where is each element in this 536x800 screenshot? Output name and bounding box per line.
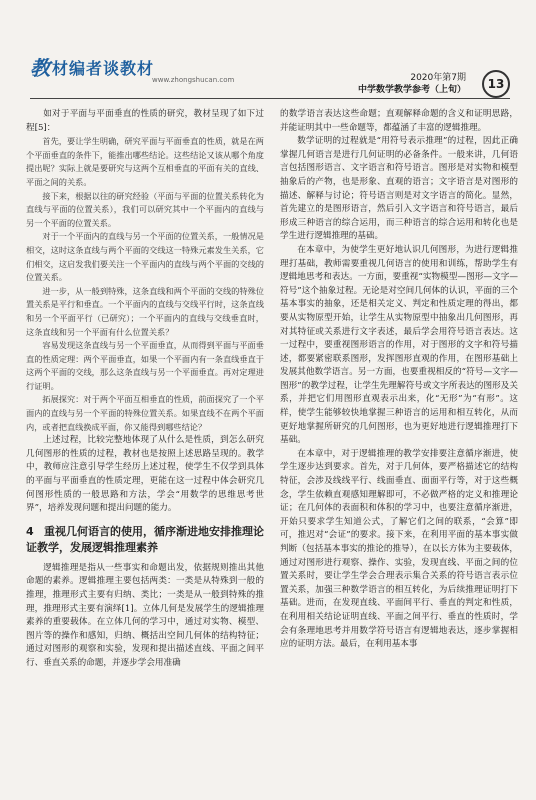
column-title: 材编者谈教材 — [52, 59, 155, 78]
right-column — [280, 108, 518, 652]
column-logo: 教 — [30, 56, 50, 80]
paragraph: 如对于平面与平面垂直的性质的研究，教材呈现了如下过程[5]： — [26, 109, 264, 133]
process-note: 接下来，根据以往的研究经验（平面与平面的位置关系转化为直线与平面的位置关系），我们可以研究其中一个平面内的直线与另一个平面的位置关系。 — [26, 190, 264, 228]
website-url: www.zhongshucan.com — [152, 76, 235, 84]
paragraph: 在本章中，为使学生更好地认识几何图形，为进行逻辑推理打基础，教师需要重视几何语言的使用和训练，帮助学生有逻辑地思考和表达。一方面，要重视“实物模型—图形—文字—符号”这个抽象过程。无论是对空间几何体的认识，平面的三个基本事实的抽象，还是相关定义、判定和性质定理的得出，都要从实物原型开始，让学生从实物原型中抽象出几何图形，再对其特征或关系进行文字表述，最后学会用符号语言表达。这一过程中，要重视图形语言的作用，对于图形的文字和符号描述，都要紧密联系图形，发挥图形直观的作用，在图形基础上发展其他数学语言。另一方面，也要重视相反的“符号—文字—图形”的教学过程，让学生先理解符号或文字所表达的图形及关系，并把它们用图形直观表示出来，化“无形”为“有形”。这样，使学生能够较快地掌握三种语言的运用和相互转化，从而更好地掌握所研究的几何图形，也为更好地进行逻辑推理打下基础。 — [280, 244, 518, 446]
process-note: 容易发现这条直线与另一个平面垂直，从而得到平面与平面垂直的性质定理：两个平面垂直，如果一个平面内有一条直线垂直于这两个平面的交线，那么这条直线与另一个平面垂直。再对定理进行证明。 — [26, 340, 264, 391]
journal-name: 中学数学教学参考（上旬） — [357, 85, 466, 95]
process-note: 拓展探究：对于两个平面互相垂直的性质，前面探究了一个平面内的直线与另一个平面的特殊位置关系。如果直线不在两个平面内，或者把直线换成平面，你又能得到哪些结论？ — [26, 394, 264, 432]
header-rule — [30, 98, 510, 99]
paragraph: 在本章中，对于逻辑推理的教学安排要注意循序渐进，使学生逐步达到要求。首先，对于几何体，要严格描述它的结构特征，会涉及线线平行、线面垂直、面面平行等，对于这些概念，学生依赖直观感知理解即可，不必做严格的定义和推理论证；在几何体的表面积和体积的学习中，也要注意循序渐进，开始只要求学生知道公式，了解它们之间的联系，“会算”即可，推迟对“会证”的要求。接下来，在利用平面的基本事实做判断（包括基本事实的推论的推导），在以长方体为主要载体，通过对图形进行观察、操作、实验，发现直线、平面之间的位置关系时，要让学生学会合理表示集合关系的符号语言表示位置关系，加强三种数学语言的相互转化，为后续推理证明打下基础。进而，在发现直线、平面间平行、垂直的判定和性质，在利用相关结论证明直线、平面之间平行、垂直的性质时，学会有条理地思考并用数学符号语言有逻辑地表达，逐步掌握相应的证明方法。最后，在利用基本事 — [280, 448, 518, 650]
section-number: 4 — [26, 524, 34, 538]
process-note: 首先，要让学生明确，研究平面与平面垂直的性质，就是在两个平面垂直的条件下，能推出哪些结论。这些结论又该从哪个角度提出呢？实际上就是要研究与这两个互相垂直的平面有关的直线、平面之间的关系。 — [26, 136, 264, 187]
paragraph: 逻辑推理是指从一些事实和命题出发，依据规则推出其他命题的素养。逻辑推理主要包括两类：一类是从特殊到一般的推理，推理形式主要有归纳、类比；一类是从一般到特殊的推理，推理形式主要有演绎[1]。立体几何是发展学生的逻辑推理素养的重要载体。在立体几何的学习中，通过对实物、模型、图片等的操作和感知，归纳、概括出空间几何体的结构特征；通过对图形的观察和实验，发现和提出描述直线、平面之间平行、垂直关系的命题，并逐步学会用准确 — [26, 562, 264, 668]
paragraph: 上述过程，比较完整地体现了从什么是性质，到怎么研究几何图形的性质的过程，教材也是按照上述思路呈现的。教学中，教师应注意引导学生经历上述过程，使学生不仅学到具体的平面与平面垂直的性质定理，更能在这一过程中体会研究几何图形性质的一般思路和方法，学会“用数学的思维思考世界”，培养发现问题和提出问题的能力。 — [26, 435, 264, 514]
process-note: 对于一个平面内的直线与另一个平面的位置关系，一般情况是相交，这时这条直线与两个平面的交线这一特殊元素发生关系，它们相交，这启发我们要关注一个平面内的直线与两个平面的交线的位置关系。 — [26, 231, 264, 283]
process-note: 进一步，从一般到特殊，这条直线和两个平面的交线的特殊位置关系是平行和垂直。一个平面内的直线与交线平行时，这条直线和另一个平面平行（已研究）；一个平面内的直线与交线垂直时，这条直线和另一个平面有什么位置关系？ — [26, 285, 264, 337]
page-number: 13 — [482, 70, 510, 98]
issue-label: 2020年第7期 — [410, 73, 466, 83]
left-column — [26, 108, 264, 671]
page-header — [0, 0, 536, 95]
paragraph: 数学证明的过程就是“用符号表示推理”的过程，因此正确掌握几何语言是进行几何证明的必备条件。一般来讲，几何语言包括图形语言、文字语言和符号语言。图形是对实物和模型抽象后的产物，也是形象、直观的语言；文字语言是对图形的描述、解释与讨论；符号语言则是对文字语言的简化。显然，首先建立的是图形语言，然后引入文字语言和符号语言，最后形成三种语言的综合运用，而三种语言的综合运用和转化也是学生进行逻辑推理的基础。 — [280, 136, 518, 242]
section-heading — [26, 524, 264, 556]
paragraph: 的数学语言表达这些命题；直观解释命题的含义和证明思路，并能证明其中一些命题等，都蕴涵了丰富的逻辑推理。 — [280, 109, 518, 133]
section-title: 重视几何语言的使用，循序渐进地安排推理论证教学，发展逻辑推理素养 — [26, 524, 264, 554]
